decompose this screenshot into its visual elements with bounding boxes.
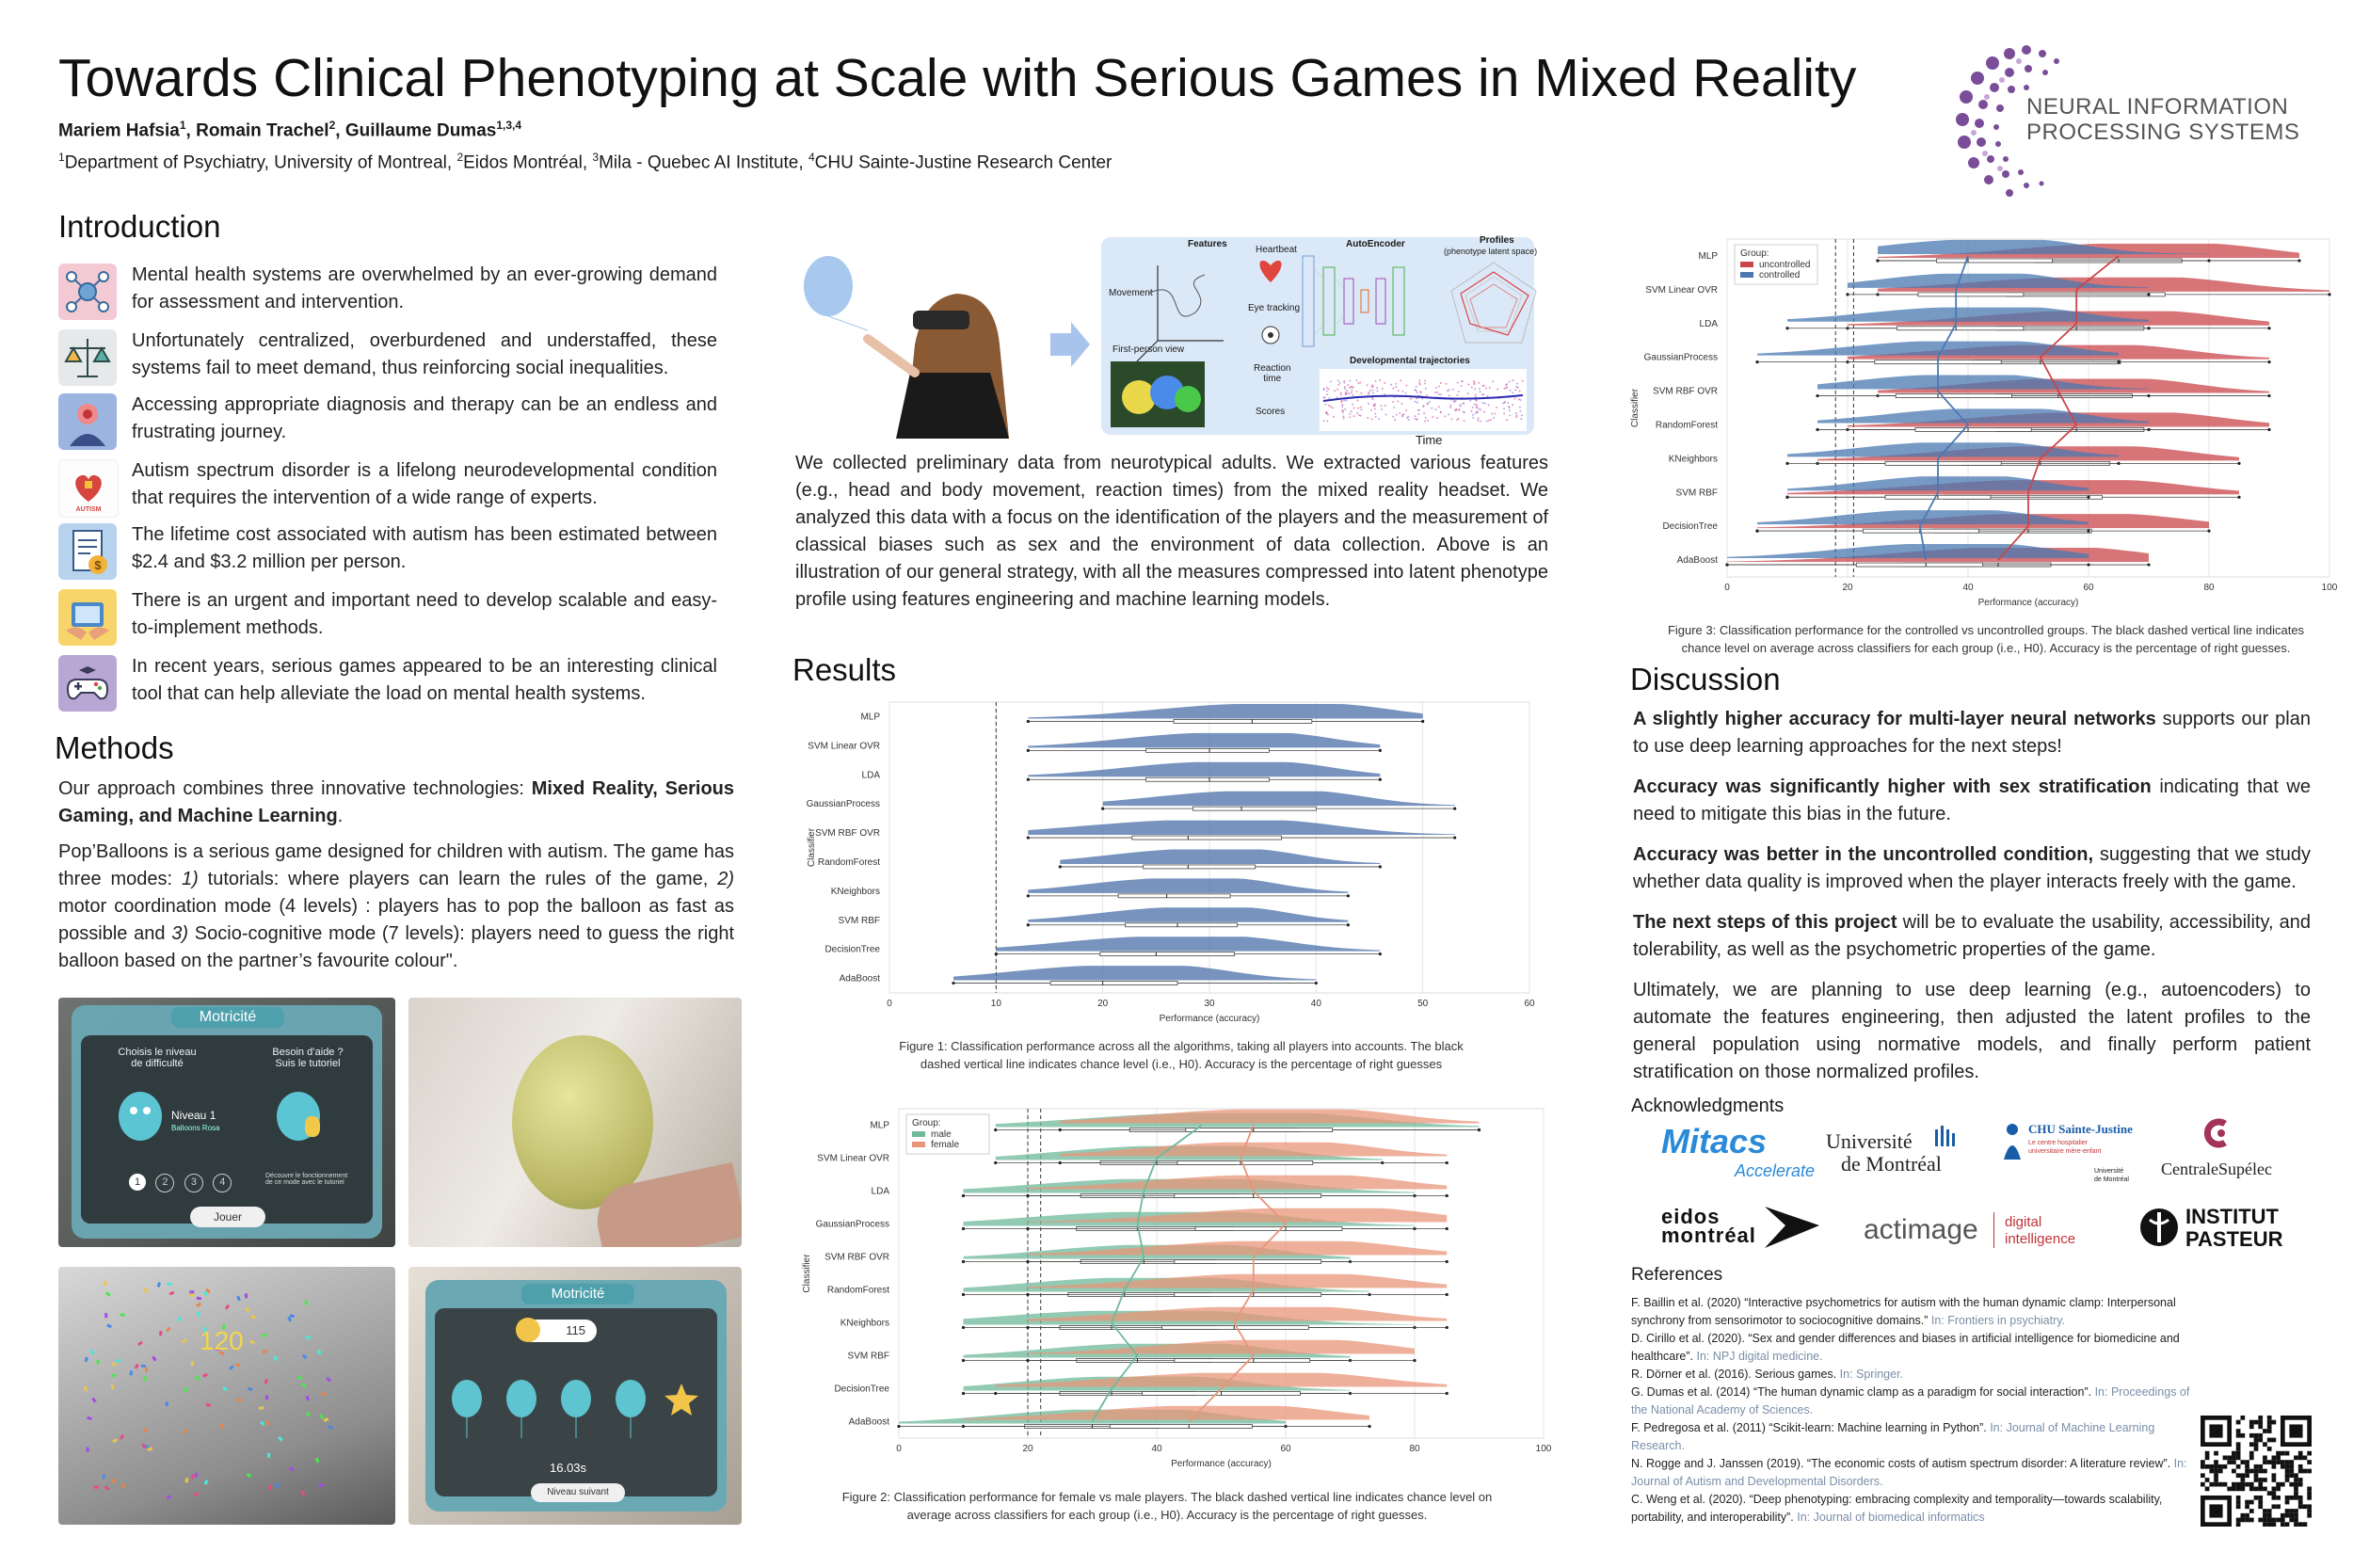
box [1174, 719, 1312, 723]
x-tick-label: 80 [2203, 583, 2215, 593]
outlier-point [2328, 293, 2330, 296]
outlier-point [1446, 1326, 1449, 1329]
game-level-label: Niveau 1 [171, 1109, 216, 1122]
chu-sainte-justine-logo: CHU Sainte-Justine Le centre hospitalier universitaire mère-enfant Université de Montréal [2000, 1118, 2151, 1193]
outlier-point [2117, 360, 2120, 363]
outlier-point [1101, 808, 1104, 810]
outlier-point [995, 952, 998, 955]
outlier-point [1446, 1293, 1449, 1296]
outlier-point [962, 1392, 965, 1395]
game-header-label: Motricité [171, 1007, 284, 1028]
outlier-point [1446, 1194, 1449, 1197]
discussion-paragraph: Ultimately, we are planning to use deep learning (e.g., autoencoders) to automate the features engineering, then adjusted the latent profiles to the general population using normative models, and finally perform patient stratification on those normalized profiles. [1633, 980, 2311, 1082]
trajectories-plot [1320, 369, 1527, 431]
intro-item [58, 329, 717, 386]
star-badge-icon [516, 1318, 540, 1342]
discussion-paragraph: The next steps of this project will be to evaluate the usability, accessibility, and tolerability, as well as the psychometric properties of the game. [1633, 912, 2312, 960]
box [1175, 1260, 1321, 1264]
y-tick-label: SVM RBF [1675, 488, 1718, 499]
y-tick-label: KNeighbors [830, 886, 880, 897]
reference-item: D. Cirillo et al. (2020). “Sex and gender differences and biases in artificial intelligence for biomedicine and healthcare”. In: NPJ digital medicine. [1631, 1332, 2180, 1363]
outlier-point [1816, 428, 1818, 431]
intro-text: In recent years, serious games appeared to be an interesting clinical tool that can help alleviate the load on mental health systems. [132, 656, 717, 704]
y-tick-label: MLP [870, 1120, 889, 1131]
box [1193, 807, 1316, 810]
intro-item [58, 393, 717, 450]
violin-all [1028, 704, 1422, 718]
confetti-screenshot [58, 1267, 395, 1525]
x-tick-label: 60 [1524, 999, 1535, 1009]
outlier-point [1379, 952, 1382, 955]
y-tick-label: GaussianProcess [806, 799, 880, 810]
box [1118, 894, 1230, 898]
outlier-point [1026, 1194, 1029, 1197]
y-tick-label: SVM RBF OVR [1653, 386, 1718, 397]
udem-building-icon [1931, 1124, 1960, 1152]
violin-controlled [1787, 308, 2149, 322]
figure-3-chart [1628, 233, 2344, 610]
outlier-point [1026, 1227, 1029, 1230]
y-tick-label: LDA [1699, 318, 1718, 329]
y-axis-label: Classifier [802, 1254, 812, 1293]
centrale-swirl-icon [2197, 1114, 2234, 1152]
violin-all [953, 966, 1316, 980]
outlier-point [1446, 1392, 1449, 1395]
intro-text: The lifetime cost associated with autism has been estimated between $2.4 and $3.2 million per person. [132, 524, 717, 572]
y-tick-label: LDA [861, 770, 880, 781]
box [1175, 1359, 1310, 1363]
legend-label-controlled: controlled [1759, 270, 1801, 280]
box [1195, 1227, 1342, 1231]
box [1146, 777, 1270, 781]
outlier-point [1725, 563, 1728, 566]
figure-2-chart [800, 1099, 1553, 1476]
outlier-point [1446, 1260, 1449, 1263]
x-tick-label: 20 [1022, 1444, 1033, 1454]
box [1897, 327, 2023, 330]
x-tick-label: 20 [1097, 999, 1109, 1009]
methods-paragraph-1: Our approach combines three innovative technologies: Mixed Reality, Serious Gaming, and Machine Learning. [58, 778, 734, 826]
y-tick-label: SVM RBF OVR [815, 828, 880, 840]
intro-item [58, 523, 717, 580]
radar-chart-icon [1442, 258, 1545, 352]
y-tick-label: SVM Linear OVR [1645, 284, 1718, 296]
introduction-heading: Introduction [58, 209, 221, 244]
figure-1-caption: Figure 1: Classification performance across all the algorithms, taking all players into accounts. The black dashed vertical line indicates chance level (i.e., H0). Accuracy is the percentage of right guesses [899, 1039, 1464, 1071]
outlier-point [1785, 462, 1788, 465]
legend-label-female: female [931, 1140, 960, 1150]
outlier-point [1027, 923, 1030, 926]
x-tick-label: 60 [2083, 583, 2094, 593]
intro-text: Unfortunately centralized, overburdened and understaffed, these systems fail to meet demand, thus reinforcing social inequalities. [132, 330, 717, 378]
outlier-point [897, 1425, 900, 1428]
intro-text: Autism spectrum disorder is a lifelong neurodevelopmental condition that requires the intervention of a wide range of experts. [132, 460, 717, 508]
x-tick-label: 40 [1310, 999, 1321, 1009]
x-tick-label: 0 [887, 999, 892, 1009]
x-tick-label: 50 [1417, 999, 1429, 1009]
violin-all [1028, 733, 1380, 747]
box [1175, 1293, 1321, 1297]
outlier-point [952, 982, 954, 984]
box [1936, 259, 2052, 263]
figure-1-chart [805, 696, 1548, 1031]
outlier-point [1421, 720, 1424, 723]
mitacs-logo: Mitacs Accelerate [1661, 1122, 1816, 1180]
results-heading: Results [792, 652, 897, 687]
legend-title: Group: [912, 1118, 941, 1128]
intro-item [58, 459, 717, 516]
reference-item: R. Dörner et al. (2016). Serious games. In: Springer. [1631, 1368, 1904, 1381]
outlier-point [1347, 894, 1350, 897]
game-character-icon [119, 1092, 162, 1141]
y-tick-label: SVM Linear OVR [817, 1153, 889, 1164]
outlier-point [2297, 259, 2300, 262]
outlier-point [2087, 530, 2089, 533]
violin-controlled [1757, 342, 2119, 356]
svg-text:$: $ [94, 558, 102, 572]
author-name: Mariem Hafsia [58, 120, 180, 141]
outlier-point [1027, 894, 1030, 897]
box [1918, 293, 2024, 296]
outlier-point [2207, 530, 2210, 533]
outlier-point [2147, 563, 2150, 566]
confetti-icon [58, 1267, 395, 1525]
outlier-point [2147, 428, 2150, 431]
outlier-point [962, 1227, 965, 1230]
intro-item [58, 655, 717, 712]
legend-title: Group: [1740, 248, 1769, 259]
pasteur-emblem-icon [2138, 1205, 2180, 1250]
play-button[interactable]: Jouer [190, 1207, 265, 1227]
box [1132, 836, 1282, 840]
box [1177, 1161, 1313, 1165]
legend-label-uncontrolled: uncontrolled [1759, 260, 1811, 270]
box [1915, 427, 2031, 431]
y-tick-label: LDA [871, 1186, 889, 1197]
autism-heart-icon [58, 459, 119, 518]
outlier-point [2267, 327, 2270, 329]
y-tick-label: MLP [1698, 250, 1718, 262]
outlier-point [2117, 462, 2120, 465]
outlier-point [2147, 394, 2150, 397]
outlier-point [1026, 1260, 1029, 1263]
y-tick-label: SVM RBF [838, 915, 880, 926]
outlier-point [1027, 836, 1030, 839]
eidos-montreal-logo: eidos montréal [1661, 1203, 1821, 1259]
outlier-point [2267, 360, 2270, 363]
chu-figure-icon [2000, 1122, 2025, 1160]
x-axis-label: Performance (accuracy) [1159, 1014, 1260, 1024]
autoencoder-diagram [1301, 250, 1423, 354]
outlier-point [1755, 360, 1758, 363]
references-heading: References [1631, 1265, 1723, 1285]
box [1175, 1194, 1321, 1198]
reference-item: F. Baillin et al. (2020) “Interactive psychometrics for autism with the human dynamic clamp: Interpersonal synchrony from sensorimotor to sociocognitive domains.” In: Frontiers in psychiatry. [1631, 1296, 2176, 1327]
outlier-point [962, 1326, 965, 1329]
centralesupelec-logo: CentraleSupélec [2155, 1114, 2306, 1190]
y-tick-label: AdaBoost [1676, 555, 1718, 567]
x-tick-label: 20 [1842, 583, 1853, 593]
y-tick-label: RandomForest [817, 856, 880, 868]
outlier-point [962, 1359, 965, 1362]
outlier-point [1413, 1359, 1416, 1362]
y-tick-label: KNeighbors [1668, 454, 1718, 465]
outlier-point [2267, 428, 2270, 431]
y-tick-label: DecisionTree [1662, 521, 1718, 533]
outlier-point [962, 1425, 965, 1428]
legend-swatch [912, 1142, 925, 1147]
y-tick-label: RandomForest [1655, 420, 1718, 431]
intro-text: There is an urgent and important need to develop scalable and easy-to-implement methods. [132, 590, 717, 638]
y-axis-label: Classifier [1630, 388, 1641, 428]
y-tick-label: DecisionTree [824, 944, 880, 955]
outlier-point [962, 1194, 965, 1197]
author-name: Romain Trachel [196, 120, 329, 141]
discussion-paragraph: Accuracy was better in the uncontrolled condition, suggesting that we study whether data quality is improved when the player interacts freely with the game. [1633, 844, 2311, 892]
box [1125, 923, 1237, 927]
violin-controlled [1727, 544, 2089, 558]
outlier-point [962, 1293, 965, 1296]
invoice-icon [58, 523, 117, 580]
outlier-point [994, 1128, 997, 1131]
eidos-arrow-icon [1765, 1203, 1821, 1250]
actimage-logo: actimage digital intelligence [1864, 1214, 2076, 1247]
violin-all [1028, 907, 1348, 921]
discussion-body [1633, 706, 2311, 1099]
x-tick-label: 30 [1204, 999, 1215, 1009]
udem-logo: Université de Montréal [1826, 1129, 1977, 1186]
outlier-point [2087, 496, 2089, 499]
outlier-point [2237, 496, 2240, 499]
outlier-point [2207, 259, 2210, 262]
box [1100, 952, 1235, 956]
outlier-point [1059, 865, 1062, 868]
box [1110, 1425, 1252, 1429]
game-tutorial-text: Besoin d’aide ? Suis le tutoriel [272, 1047, 344, 1069]
network-icon [58, 264, 117, 320]
x-tick-label: 100 [2321, 583, 2338, 593]
x-tick-label: 100 [1535, 1444, 1552, 1454]
outlier-point [2237, 462, 2240, 465]
logo-text-line2: PROCESSING SYSTEMS [2026, 120, 2300, 145]
game-choose-level-text: Choisis le niveau de difficulté [118, 1047, 197, 1069]
outlier-point [1478, 1128, 1481, 1131]
outlier-point [1027, 778, 1030, 781]
y-axis-label: Classifier [807, 827, 817, 868]
outlier-point [1347, 923, 1350, 926]
figure-2-caption: Figure 2: Classification performance for female vs male players. The black dashed vertical line indicates chance level on average across classifiers for each group (i.e., H0). Accuracy is the percentage of right guesses. [841, 1490, 1493, 1522]
box [1146, 748, 1270, 752]
y-tick-label: GaussianProcess [815, 1219, 889, 1230]
y-tick-label: AdaBoost [848, 1416, 889, 1428]
person-head-icon [58, 393, 117, 450]
logo-text-line1: NEURAL INFORMATION [2026, 94, 2289, 120]
scale-icon [58, 329, 117, 386]
author-list: Mariem Hafsia$^1$, Romain Trachel$^2$, Guillaume Dumas$^{1,3,4}$ [58, 119, 522, 141]
reference-item: G. Dumas et al. (2014) “The human dynamic clamp as a paradigm for social interaction”. In: Proceedings of the National Academy of Sciences. [1631, 1385, 2190, 1416]
next-level-button[interactable]: Niveau suivant [531, 1483, 625, 1502]
outlier-point [1379, 749, 1382, 752]
x-tick-label: 60 [1280, 1444, 1291, 1454]
y-tick-label: DecisionTree [834, 1384, 889, 1395]
x-tick-label: 40 [1962, 583, 1974, 593]
violin-all [1028, 821, 1454, 835]
affiliations: $^1$Department of Psychiatry, University of Montreal, $^2$Eidos Montréal, $^3$Mila - Quebec AI Institute, $^4$CHU Sainte-Justine Research Center [58, 151, 1112, 173]
box [1856, 563, 1982, 567]
outlier-point [1453, 836, 1456, 839]
level-selector[interactable]: 1 2 3 4 [129, 1173, 280, 1193]
violin-all [1103, 792, 1455, 806]
intro-item [58, 589, 717, 646]
x-tick-label: 80 [1409, 1444, 1420, 1454]
reference-item: F. Pedregosa et al. (2011) “Scikit-learn: Machine learning in Python”. In: Journal of Machine Learning Research. [1631, 1421, 2155, 1452]
outlier-point [994, 1161, 997, 1164]
arrow-right-icon [1047, 316, 1094, 373]
svg-text:AUTISM: AUTISM [75, 506, 102, 513]
outlier-point [1846, 293, 1849, 296]
hands-device-icon [58, 589, 117, 646]
y-tick-label: GaussianProcess [1643, 352, 1718, 363]
outlier-point [1059, 1161, 1062, 1164]
outlier-point [962, 1260, 965, 1263]
game-header-label: Motricité [521, 1284, 634, 1304]
pipeline-description: We collected preliminary data from neurotypical adults. We extracted various features (e.g., head and body movement, reaction times) from the mixed reality headset. We analyzed this data with a focus on the identification of the players and the measurement of classical biases such as sex and the environment of data collection. Above is an illustration of our general strategy, with all the measures compressed into latent phenotype profile using features engineering and machine learning models. [795, 453, 1548, 610]
x-axis-label: Performance (accuracy) [1977, 598, 2079, 608]
discussion-paragraph: A slightly higher accuracy for multi-layer neural networks supports our plan to use deep learning approaches for the next steps! [1633, 709, 2311, 757]
outlier-point [1027, 749, 1030, 752]
neurips-logo [1953, 42, 2320, 202]
author-name: Guillaume Dumas [344, 120, 497, 141]
gamepad-icon [58, 655, 117, 712]
y-tick-label: SVM Linear OVR [808, 741, 880, 752]
violin-all [1028, 762, 1380, 776]
outlier-point [1026, 1326, 1029, 1329]
y-tick-label: SVM RBF [847, 1351, 889, 1362]
outlier-point [1876, 259, 1879, 262]
outlier-point [1368, 1425, 1370, 1428]
outlier-point [1027, 720, 1030, 723]
legend-swatch [1740, 262, 1753, 267]
box [1896, 394, 2011, 398]
methods-paragraph-2: Pop’Balloons is a serious game designed for children with autism. The game has three modes: 1) tutorials: where players can learn the rules of the game, 2) motor coordination mode (4 levels) : players has to pop the balloon as fast as possible and 3) Socio-cognitive mode (7 levels): players need to guess the right balloon based on the partner’s favourite colour". [58, 841, 734, 971]
x-tick-label: 0 [896, 1444, 902, 1454]
y-tick-label: SVM RBF OVR [824, 1252, 889, 1263]
y-tick-label: RandomForest [826, 1285, 889, 1296]
reference-item: C. Weng et al. (2020). “Deep phenotyping: embracing complexity and temporality—towards scalability, portability, and interoperability”. In: Journal of biomedical informatics [1631, 1493, 2163, 1524]
outlier-point [2267, 394, 2270, 397]
balloon-row [446, 1370, 710, 1446]
x-axis-label: Performance (accuracy) [1171, 1459, 1272, 1469]
figure-3-caption: Figure 3: Classification performance for the controlled vs uncontrolled groups. The black dashed vertical line indicates chance level on average across classifiers for each group (i.e., H0). Accuracy is the percentage of right guesses. [1667, 623, 2305, 655]
outlier-point [1026, 1293, 1029, 1296]
institut-pasteur-logo: INSTITUT PASTEUR [2138, 1203, 2308, 1256]
pipeline-figure: Features Heartbeat Movement Eye tracking First-person view Reaction time Scores AutoEncoder Profiles (phenotype latent space) Developmental trajectories Time [792, 232, 1555, 448]
timer-label: 16.03s [550, 1461, 587, 1475]
outlier-point [2087, 563, 2089, 566]
heart-icon [1259, 261, 1281, 282]
legend-swatch [1740, 272, 1753, 278]
box [1050, 982, 1177, 985]
score-screenshot [408, 1267, 742, 1525]
y-tick-label: AdaBoost [839, 973, 880, 984]
score-badge: 115 [521, 1320, 597, 1342]
violin-all [1028, 878, 1348, 892]
box [1186, 1128, 1333, 1132]
y-tick-label: MLP [860, 712, 880, 723]
outlier-point [1446, 1227, 1449, 1230]
methods-heading: Methods [55, 730, 174, 765]
outlier-point [1059, 1128, 1062, 1131]
outlier-point [1785, 496, 1788, 499]
y-tick-label: KNeighbors [840, 1318, 889, 1329]
outlier-point [1816, 394, 1818, 397]
reference-item: N. Rogge and J. Janssen (2019). “The economic costs of autism spectrum disorder: A literature review”. In: Journal of Autism and Developmental Disorders. [1631, 1457, 2187, 1488]
qr-code[interactable] [2201, 1416, 2312, 1527]
outlier-point [1379, 865, 1382, 868]
outlier-point [1446, 1161, 1449, 1164]
violin-all [996, 936, 1380, 951]
discussion-heading: Discussion [1630, 662, 1781, 696]
outlier-point [1379, 778, 1382, 781]
intro-text: Mental health systems are overwhelmed by an ever-growing demand for assessment and intervention. [132, 264, 717, 312]
outlier-point [2147, 293, 2150, 296]
x-tick-label: 0 [1724, 583, 1730, 593]
legend-label-male: male [931, 1129, 952, 1140]
poster-title: Towards Clinical Phenotyping at Scale with Serious Games in Mixed Reality [58, 48, 1857, 108]
x-tick-label: 40 [1151, 1444, 1162, 1454]
outlier-point [1026, 1359, 1029, 1362]
balloon-photo [408, 998, 742, 1247]
outlier-point [2147, 327, 2150, 329]
outlier-point [1755, 530, 1758, 533]
user-headset-illustration [792, 241, 1065, 439]
game-menu-screenshot: Motricité Choisis le niveau de difficulté Besoin d’aide ? Suis le tutoriel Niveau 1 Balloons Rosa 1 2 3 4 Découvre le fonctionnement de ce mode avec le tutoriel Jouer [58, 998, 395, 1247]
box [1144, 865, 1256, 869]
references-list [1631, 1294, 2205, 1527]
acknowledgments-heading: Acknowledgments [1631, 1096, 1785, 1116]
legend-swatch [912, 1131, 925, 1137]
outlier-point [1453, 808, 1456, 810]
outlier-point [994, 1392, 997, 1395]
svg-text:120: 120 [200, 1326, 244, 1355]
intro-item [58, 264, 717, 320]
box [1885, 461, 2001, 465]
violin-all [1060, 850, 1380, 864]
outlier-point [1785, 327, 1788, 329]
x-tick-label: 10 [990, 999, 1001, 1009]
intro-text: Accessing appropriate diagnosis and therapy can be an endless and frustrating journey. [132, 394, 717, 442]
discussion-paragraph: Accuracy was significantly higher with sex stratification indicating that we need to mitigate this bias in the future. [1633, 776, 2311, 824]
outlier-point [1315, 982, 1318, 984]
